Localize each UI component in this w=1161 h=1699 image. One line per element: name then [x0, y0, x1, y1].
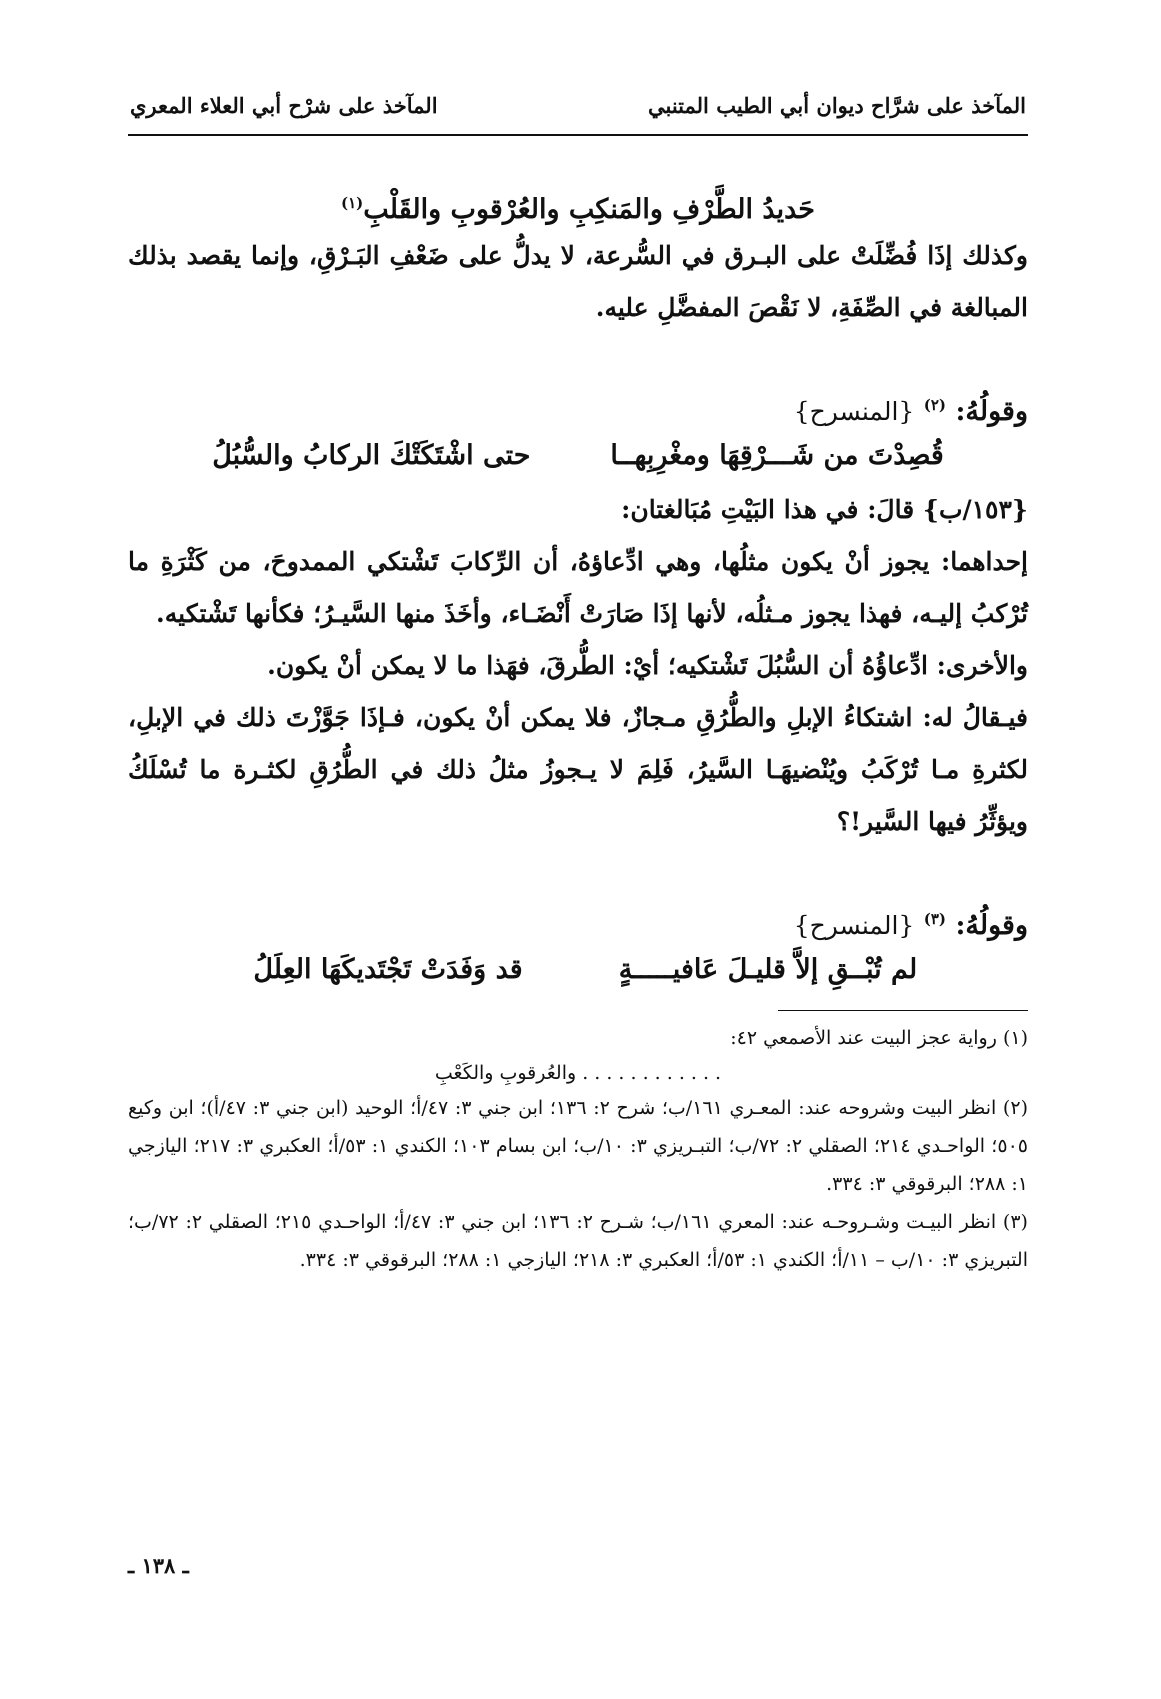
- paragraph-first-hyperbole: إحداهما: يجوز أنْ يكون مثلُها، وهي ادِّعاؤهُ، أن الرِّكابَ تَشْتكي الممدوحَ، من كَثْرَةِ ما تُرْكبُ إليـه، فهذا يجوز مـثلُه، لأنها إذَا صَارَتْ أَنْضَـاء، وأخَذَ منها السَّيـرُ؛ فكأنها تَشْتكيه.: [128, 547, 1028, 628]
- qala-text: في هذا البَيْتِ مُبَالغتان:: [621, 495, 859, 524]
- intro-label: وقولُهُ:: [955, 910, 1028, 941]
- footnote-ref: (١): [341, 194, 364, 212]
- footnote-ref: (٣): [923, 910, 947, 928]
- paragraph-second-hyperbole: والأخرى: ادِّعاؤُهُ أن السُّبُلَ تَشْتكيه؛ أيْ: الطُّرقَ، فهَذا ما لا يمكن أنْ يكون.: [267, 651, 1028, 680]
- header-right-title: المآخذ على شرَّاح ديوان أبي الطيب المتنبي: [648, 92, 1026, 118]
- book-page: [128, 80, 1028, 1279]
- footnote-3: (٣) انظر البيـت وشـروحـه عند: المعري ١٦١/ب؛ شـرح ٢: ١٣٦؛ ابن جني ٣: ٤٧/أ؛ الواحـدي ٢١٥؛ الصقلي ٢: ٧٢/ب؛ التبريزي ٣: ١٠/ب – ١١/أ؛ الكندي ١: ٥٣/أ؛ العكبري ٣: ٢١٨؛ اليازجي ١: ٢٨٨؛ البرقوقي ٣: ٣٣٤.: [128, 1211, 1028, 1271]
- header-rule: [128, 134, 1028, 136]
- intro-label: وقولُهُ:: [955, 396, 1028, 427]
- meter-name: {المنسرح}: [793, 397, 915, 426]
- paragraph-1: وكذلك إذَا فُضِّلَتْ على البـرق في السُّرعة، لا يدلُّ على ضَعْفِ البَـرْقِ، وإنما يقصد بذلك المبالغة في الصِّفَةِ، لا نَقْصَ المفضَّلِ عليه.: [128, 241, 1028, 322]
- footnote-2: (٢) انظر البيت وشروحه عند: المعـري ١٦١/ب؛ شرح ٢: ١٣٦؛ ابن جني ٣: ٤٧/أ؛ الوحيد (ابن جني ٣: ٤٧/أ)؛ ابن وكيع ٥٠٥؛ الواحـدي ٢١٤؛ الصقلي ٢: ٧٢/ب؛ التبـريزي ٣: ١٠/ب؛ ابن بسام ١٠٣؛ الكندي ١: ٥٣/أ؛ العكبري ٣: ٢١٧؛ اليازجي ١: ٢٨٨؛ البرقوقي ٣: ٣٣٤.: [128, 1097, 1028, 1195]
- running-header: [128, 80, 1028, 130]
- verse-intro-3: [128, 904, 1028, 948]
- verse-text: حَديدُ الطَّرْفِ والمَنكِبِ والعُرْقوبِ والقَلْبِ: [363, 194, 815, 225]
- hemistich-second: حتى اشْتَكَتْكَ الركابُ والسُّبُلُ: [212, 440, 531, 471]
- commentary-lead: [128, 484, 1028, 536]
- hemistich-second: قد وَفَدَتْ تَجْتَديكَهَا العِلَلُ: [253, 954, 523, 985]
- meter-name: {المنسرح}: [793, 911, 915, 940]
- couplet-2: [128, 434, 1028, 478]
- header-left-title: المآخذ على شرْح أبي العلاء المعري: [130, 92, 438, 118]
- verse-intro-2: [128, 390, 1028, 434]
- hemistich-first: لم تُبْــقِ إلاَّ قليـلَ عَافيـــــةٍ: [618, 954, 918, 985]
- couplet-3: [128, 948, 1028, 992]
- footnote-ref: (٢): [923, 396, 947, 414]
- footnote-rule: [778, 1010, 1028, 1011]
- footnote-1-variant: . . . . . . . . . . . . والعُرقوبِ والكَعْبِ: [434, 1062, 722, 1084]
- footnote-1: (١) رواية عجز البيت عند الأصمعي ٤٢:: [730, 1027, 1028, 1049]
- paragraph-rebuttal: [128, 692, 1028, 848]
- qala-label: قالَ:: [867, 495, 915, 524]
- verse-line-1: [128, 190, 1028, 230]
- manuscript-ref: {١٥٣/ب}: [922, 495, 1028, 524]
- hemistich-first: قُصِدْتَ من شَـــرْقِهَا ومغْرِبِهــا: [610, 440, 944, 471]
- page-number: ـ ١٣٨ ـ: [128, 1553, 189, 1578]
- rebuttal-text: اشتكاءُ الإبلِ والطُّرُقِ مـجازٌ، فلا يمكن أنْ يكون، فـإذَا جَوَّزْتَ ذلك في الإبلِ، لكثرةِ مـا تُرْكَبُ ويُنْضيهَـا السَّيرُ، فَلِمَ لا يـجوزُ مثلُ ذلك في الطُّرُقِ لكثـرة ما تُسْلَكُ ويؤثِّرُ فيها السَّير!؟: [128, 703, 1028, 836]
- rebuttal-lead: فيـقالُ له:: [922, 703, 1028, 732]
